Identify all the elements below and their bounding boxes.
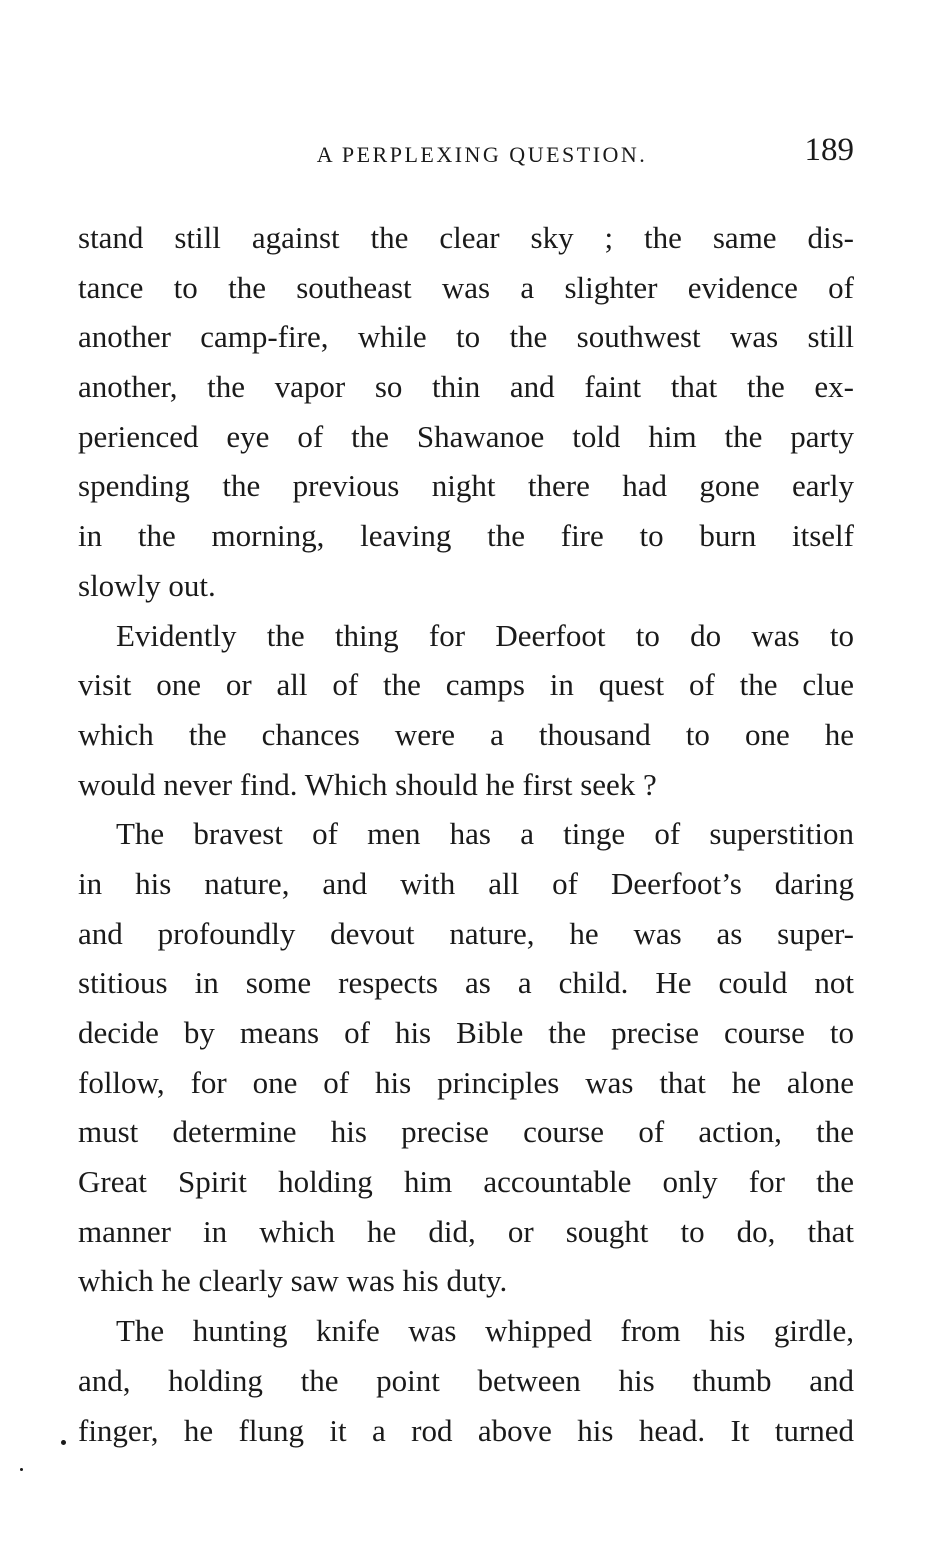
text-line: another, the vapor so thin and faint that the ex- — [78, 369, 854, 405]
text-line: would never find. Which should he first seek ? — [78, 766, 657, 802]
text-line: and profoundly devout nature, he was as super- — [78, 915, 854, 951]
text-line: stand still against the clear sky ; the same dis- — [78, 220, 854, 255]
page-number: 189 — [804, 132, 854, 168]
text-line: Great Spirit holding him accountable only for the — [78, 1164, 854, 1200]
text-line: follow, for one of his principles was that he alone — [78, 1064, 854, 1100]
text-line: another camp-fire, while to the southwest was still — [78, 319, 854, 355]
text-line: The bravest of men has a tinge of superstition — [116, 816, 854, 852]
text-line: in his nature, and with all of Deerfoot’s daring — [78, 865, 854, 901]
running-title: A PERPLEXING QUESTION. — [316, 142, 648, 167]
running-head — [78, 132, 856, 176]
text-line: manner in which he did, or sought to do, that — [78, 1213, 854, 1249]
ink-speck — [20, 1468, 23, 1471]
text-line: perienced eye of the Shawanoe told him the party — [78, 418, 854, 454]
text-line: slowly out. — [78, 567, 216, 603]
text-line: Evidently the thing for Deerfoot to do was to — [116, 617, 854, 653]
text-line: which the chances were a thousand to one he — [78, 716, 854, 752]
ink-speck — [61, 1440, 66, 1445]
text-line: decide by means of his Bible the precise course to — [78, 1015, 854, 1050]
body-text — [78, 213, 854, 1455]
text-line: must determine his precise course of action, the — [78, 1114, 854, 1150]
text-line: tance to the southeast was a slighter evidence of — [78, 269, 854, 305]
text-line: and, holding the point between his thumb and — [78, 1362, 854, 1398]
text-line: which he clearly saw was his duty. — [78, 1263, 508, 1299]
text-line: The hunting knife was whipped from his girdle, — [116, 1313, 854, 1349]
text-line: in the morning, leaving the fire to burn itself — [78, 518, 854, 554]
text-line: stitious in some respects as a child. He could not — [78, 965, 854, 1001]
text-line: visit one or all of the camps in quest of the clue — [78, 667, 854, 703]
text-line: spending the previous night there had gone early — [78, 468, 854, 504]
text-line: finger, he flung it a rod above his head. It turned — [78, 1412, 854, 1448]
